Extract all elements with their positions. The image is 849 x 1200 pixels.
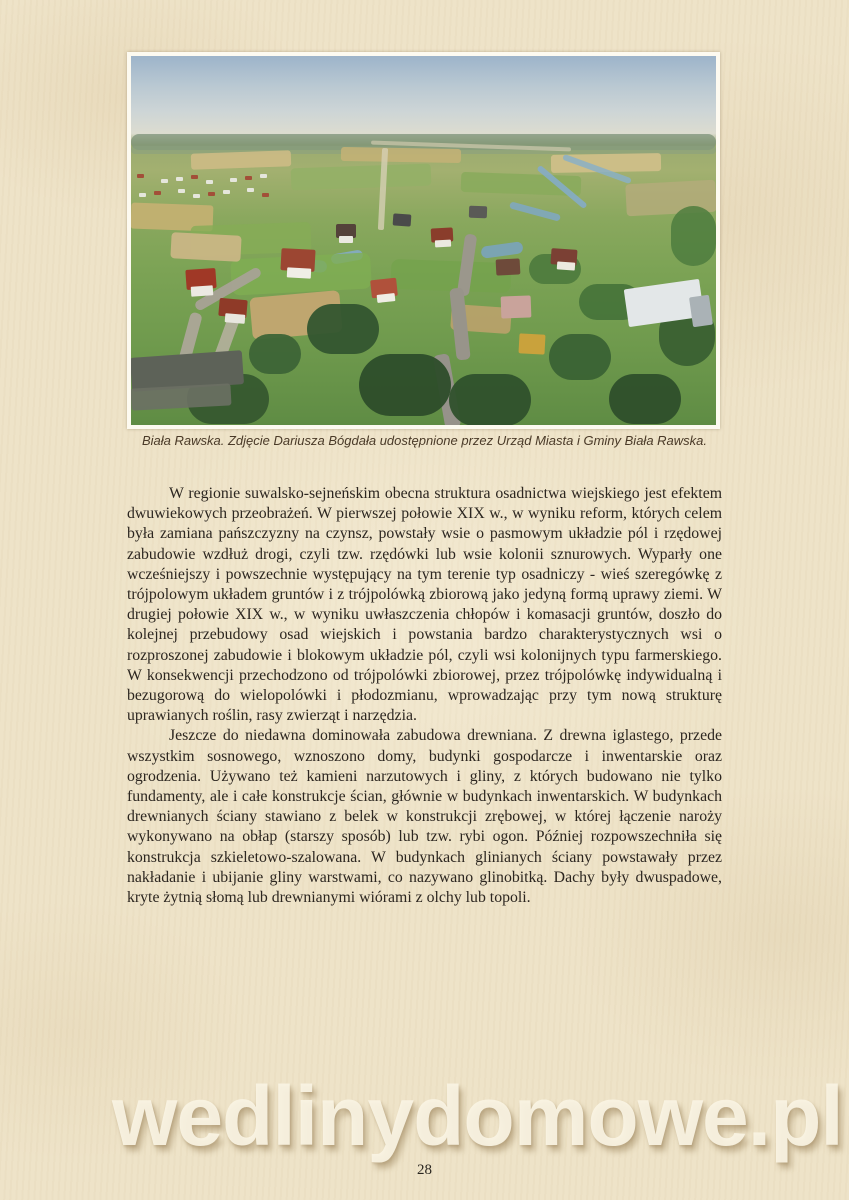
photo-detail-shape (339, 236, 353, 243)
photo-detail-shape (178, 189, 185, 193)
photo-detail-shape (249, 334, 301, 374)
photo-detail-shape (262, 193, 269, 197)
photo-detail-shape (191, 285, 214, 297)
photo-detail-shape (341, 147, 461, 163)
photo-detail-shape (377, 293, 396, 303)
body-paragraph-2: Jeszcze do niedawna dominowała zabudowa drewniana. Z drewna iglastego, przede wszystkim sosnowego, wznoszono domy, budynki gospodarcze i inwentarskie oraz ogrodzenia. Używano też kamieni narzutowych i gliny, z których budowano nie tylko fundamenty, ale i całe konstrukcje ścian, głównie w budynkach inwentarskich. W budynkach drewnianych ściany stawiano z belek w konstrukcji zrębowej, w której łączenie naroży wykonywano na obłap (starszy sposób) lub tzw. rybi ogon. Później rozpowszechniła się konstrukcja szkieletowo-szalowana. W budynkach glinianych ściany powstawały przez nakładanie i ubijanie gliny warstwami, co nazywano glinobitką. Dachy były dwuspadowe, kryte żytnią słomą lub drewnianymi wiórami z olchy lub topoli. (127, 727, 722, 907)
photo-detail-shape (176, 177, 183, 181)
aerial-photo (131, 56, 716, 425)
photo-detail-shape (291, 164, 432, 191)
photo-detail-shape (480, 241, 523, 259)
photo-detail-shape (208, 192, 215, 196)
photo-detail-shape (449, 374, 531, 425)
photo-detail-shape (469, 206, 487, 219)
photo-detail-shape (206, 180, 213, 184)
photo-detail-shape (223, 190, 230, 194)
photo-detail-shape (518, 333, 545, 354)
photo-detail-shape (391, 259, 512, 293)
photo-detail-shape (307, 304, 379, 354)
photo-detail-shape (287, 267, 311, 278)
photo-detail-shape (225, 313, 246, 324)
page-number: 28 (417, 1162, 432, 1178)
photo-caption: Biała Rawska. Zdjęcie Dariusza Bógdała udostępnione przez Urząd Miasta i Gminy Biała Rawska. (141, 433, 708, 448)
photo-detail-shape (137, 174, 144, 178)
photo-detail-shape (154, 191, 161, 195)
photo-detail-shape (245, 176, 252, 180)
body-text (127, 484, 722, 908)
photo-detail-shape (260, 174, 267, 178)
photo-detail-shape (496, 258, 521, 275)
photo-detail-shape (193, 194, 200, 198)
photo-detail-shape (393, 213, 412, 226)
photo-detail-shape (359, 354, 451, 416)
photo-detail-shape (161, 179, 168, 183)
photo-frame (127, 52, 720, 429)
photo-detail-shape (191, 150, 291, 169)
watermark-text: wedlinydomowe.pl (112, 1069, 843, 1163)
photo-detail-shape (170, 232, 241, 262)
photo-detail-shape (139, 193, 146, 197)
photo-detail-shape (435, 240, 451, 248)
photo-detail-shape (549, 334, 611, 380)
photo-detail-shape (609, 374, 681, 424)
photo-detail-shape (671, 206, 716, 266)
photo-detail-shape (509, 201, 561, 221)
photo-detail-shape (247, 188, 254, 192)
photo-detail-shape (230, 178, 237, 182)
photo-detail-shape (501, 295, 532, 318)
photo-detail-shape (191, 175, 198, 179)
photo-detail-shape (689, 295, 713, 327)
body-paragraph-1: W regionie suwalsko-sejneńskim obecna struktura osadnictwa wiejskiego jest efektem dwuwiekowych przeobrażeń. W pierwszej połowie XIX w., w wyniku reform, których celem była zamiana pańszczyzny na czynsz, powstały wsie o pasmowym układzie pól i rzędowej zabudowie wzdłuż drogi, czyli tzw. rzędówki lub wsie kolonii sznurowych. Wyparły one wcześniejszy i powszechnie występujący na tym terenie typ osadniczy - wieś szeregówkę z trójpolowym układem gruntów i z trójpolówką zbiorową jako jedyną formą uprawy ziemi. W drugiej połowie XIX w., w wyniku uwłaszczenia chłopów i komasacji gruntów, doszło do kolejnej przebudowy osad wiejskich i powstania bardzo charakterystycznych wsi o rozproszonej zabudowie i blokowym układzie pól, czyli wsi kolonijnych typu farmerskiego. W konsekwencji przechodzono od trójpolówki zbiorowej, przez trójpolówkę indywidualną i bezugorową do wielopolówki i płodozmianu, wprowadzając przy tym nową strukturę uprawianych roślin, rasy zwierząt i narzędzia. (127, 485, 722, 725)
photo-detail-shape (557, 261, 576, 270)
